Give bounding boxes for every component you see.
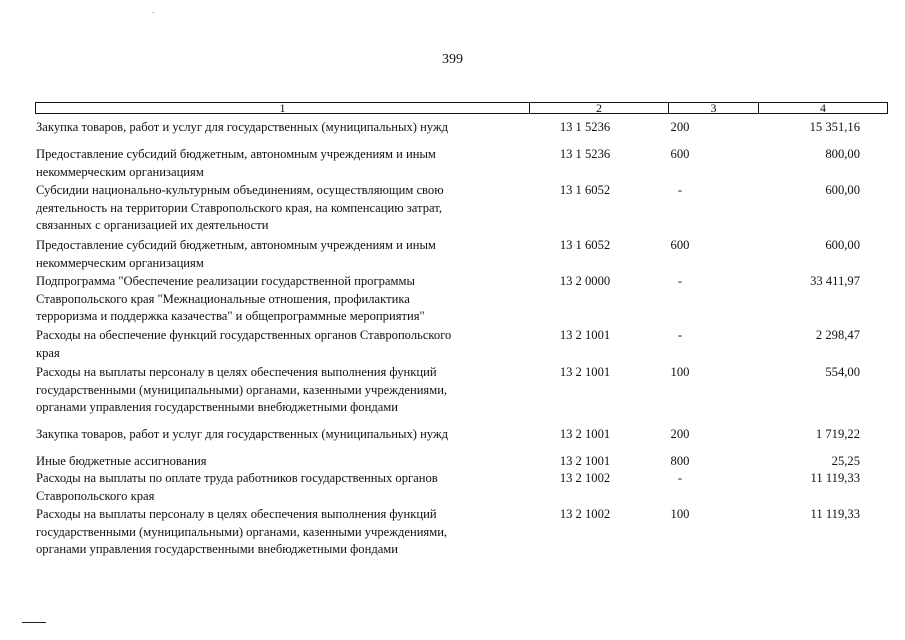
row-name: Расходы на выплаты персоналу в целях обеспечения выполнения функций государственными (муниципальными) органами, казенными учреждениями, органами управления государственными внебюджетными фондами xyxy=(36,365,448,414)
header-col-1: 1 xyxy=(36,103,530,113)
row-sum: 600,00 xyxy=(825,238,860,252)
row-expense-type: 200 xyxy=(670,120,690,134)
row-expense-type: 600 xyxy=(670,238,690,252)
row-code: 13 1 5236 xyxy=(559,120,611,134)
row-sum: 2 298,47 xyxy=(815,328,860,342)
row-expense-type: 600 xyxy=(670,147,690,161)
row-expense-type: - xyxy=(677,471,683,485)
row-code: 13 2 0000 xyxy=(559,274,611,288)
row-sum: 554,00 xyxy=(825,365,860,379)
row-expense-type: - xyxy=(677,328,683,342)
row-name: Подпрограмма "Обеспечение реализации государственной программы Ставропольского края "Межнациональные отношения, профилактика терроризма и поддержка казачества" и общепрограммные мероприятия" xyxy=(36,274,425,323)
row-sum: 600,00 xyxy=(825,183,860,197)
row-name: Закупка товаров, работ и услуг для государственных (муниципальных) нужд xyxy=(36,427,449,441)
row-code: 13 2 1001 xyxy=(559,365,611,379)
row-sum: 1 719,22 xyxy=(815,427,860,441)
row-name: Расходы на обеспечение функций государственных органов Ставропольского края xyxy=(36,328,452,360)
header-col-3: 3 xyxy=(669,103,759,113)
row-code: 13 1 6052 xyxy=(559,183,611,197)
row-sum: 11 119,33 xyxy=(810,471,860,485)
row-code: 13 2 1002 xyxy=(559,471,611,485)
page-number: 399 xyxy=(442,52,463,67)
row-code: 13 1 5236 xyxy=(559,147,611,161)
row-sum: 15 351,16 xyxy=(809,120,860,134)
row-name: Субсидии национально-культурным объединениям, осуществляющим свою деятельность на территории Ставропольского края, на компенсацию затрат, связанных с организацией их деятельности xyxy=(36,183,444,232)
row-code: 13 1 6052 xyxy=(559,238,611,252)
footer-rule xyxy=(22,622,46,623)
row-name: Предоставление субсидий бюджетным, автономным учреждениям и иным некоммерческим организациям xyxy=(36,147,436,179)
row-code: 13 2 1001 xyxy=(559,427,611,441)
row-expense-type: - xyxy=(677,274,683,288)
row-sum: 11 119,33 xyxy=(810,507,860,521)
row-name: Закупка товаров, работ и услуг для государственных (муниципальных) нужд xyxy=(36,120,449,134)
row-code: 13 2 1001 xyxy=(559,328,611,342)
row-sum: 25,25 xyxy=(831,454,860,468)
row-sum: 33 411,97 xyxy=(810,274,860,288)
row-code: 13 2 1002 xyxy=(559,507,611,521)
row-expense-type: 100 xyxy=(670,365,690,379)
row-expense-type: 200 xyxy=(670,427,690,441)
row-sum: 800,00 xyxy=(825,147,860,161)
header-col-2: 2 xyxy=(530,103,669,113)
row-expense-type: 100 xyxy=(670,507,690,521)
row-name: Расходы на выплаты персоналу в целях обеспечения выполнения функций государственными (муниципальными) органами, казенными учреждениями, органами управления государственными внебюджетными фондами xyxy=(36,507,448,556)
row-code: 13 2 1001 xyxy=(559,454,611,468)
row-name: Иные бюджетные ассигнования xyxy=(36,454,207,468)
row-name: Предоставление субсидий бюджетным, автономным учреждениям и иным некоммерческим организациям xyxy=(36,238,436,270)
row-expense-type: 800 xyxy=(670,454,690,468)
row-name: Расходы на выплаты по оплате труда работников государственных органов Ставропольского края xyxy=(36,471,438,503)
row-expense-type: - xyxy=(677,183,683,197)
header-col-4: 4 xyxy=(820,101,826,115)
